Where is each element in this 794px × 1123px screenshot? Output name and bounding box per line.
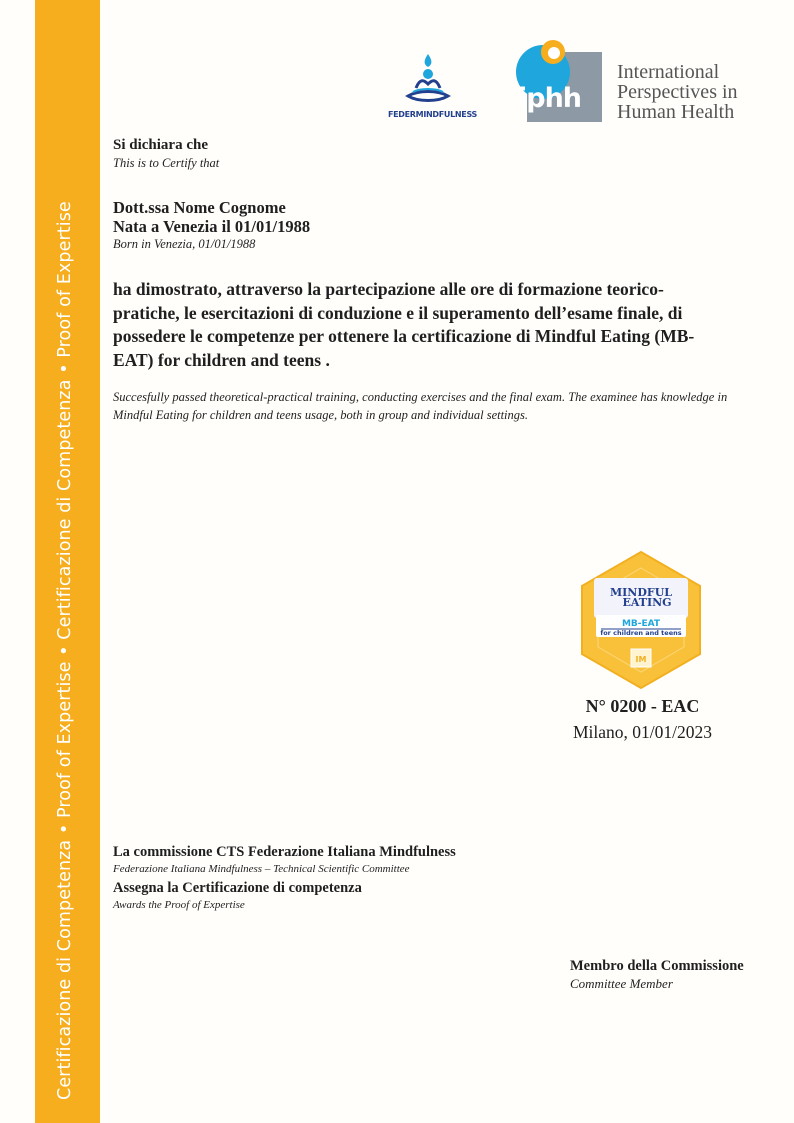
badge-line2: EATING (622, 596, 672, 609)
iphh-name-line2: Perspectives in (617, 81, 738, 103)
member-label-en: Committee Member (570, 976, 673, 991)
committee-member (570, 957, 770, 992)
federmindfulness-logo (380, 48, 485, 122)
statement-it: ha dimostrato, attraverso la partecipazione alle ore di formazione teorico-pratiche, le esercitazioni di conduzione e il superamento dell’esame finale, di possedere le competenze per ottenere la certificazione di Mindful Eating (MB-EAT) for children and teens . (113, 279, 695, 370)
commission-block (113, 843, 456, 913)
iphh-name-line3: Human Health (617, 101, 735, 123)
badge-program: MB-EAT (621, 619, 661, 629)
meditating-figure-icon (380, 48, 485, 108)
badge-mark: IM (635, 655, 647, 664)
certificate-place-date: Milano, 01/01/2023 (572, 722, 713, 742)
certificate-number: N° 0200 - EAC (585, 696, 700, 716)
commission-assign-it: Assegna la Certificazione di competenza (113, 880, 362, 896)
commission-title-it: La commissione CTS Federazione Italiana Mindfulness (113, 844, 456, 860)
declaration-it: Si dichiara che (113, 137, 209, 153)
badge-audience: for children and teens (600, 629, 682, 637)
badge-line1: MINDFUL (609, 586, 673, 599)
statement-en: Succesfully passed theoretical-practical training, conducting exercises and the final exam. The examinee has knowledge in Mindful Eating for children and teens usage, both in group and individual settings. (113, 390, 728, 422)
iphh-name (617, 62, 757, 122)
federmindfulness-caption: FEDERMINDFULNESS (387, 110, 478, 119)
declaration-en: This is to Certify that (113, 156, 220, 170)
declaration (113, 136, 219, 171)
person-details (113, 198, 310, 252)
iphh-name-line1: International (617, 61, 720, 83)
commission-title-en: Federazione Italiana Mindfulness – Technical Scientific Committee (113, 863, 410, 875)
mb-eat-badge (579, 550, 703, 690)
member-label-it: Membro della Commissione (570, 958, 744, 974)
commission-assign-en: Awards the Proof of Expertise (113, 899, 245, 911)
person-birth-en: Born in Venezia, 01/01/1988 (113, 237, 256, 251)
iphh-logo (510, 38, 606, 126)
iphh-acronym: iphh (518, 83, 582, 114)
person-birth-it: Nata a Venezia il 01/01/1988 (113, 217, 311, 236)
person-name: Dott.ssa Nome Cognome (113, 198, 286, 217)
